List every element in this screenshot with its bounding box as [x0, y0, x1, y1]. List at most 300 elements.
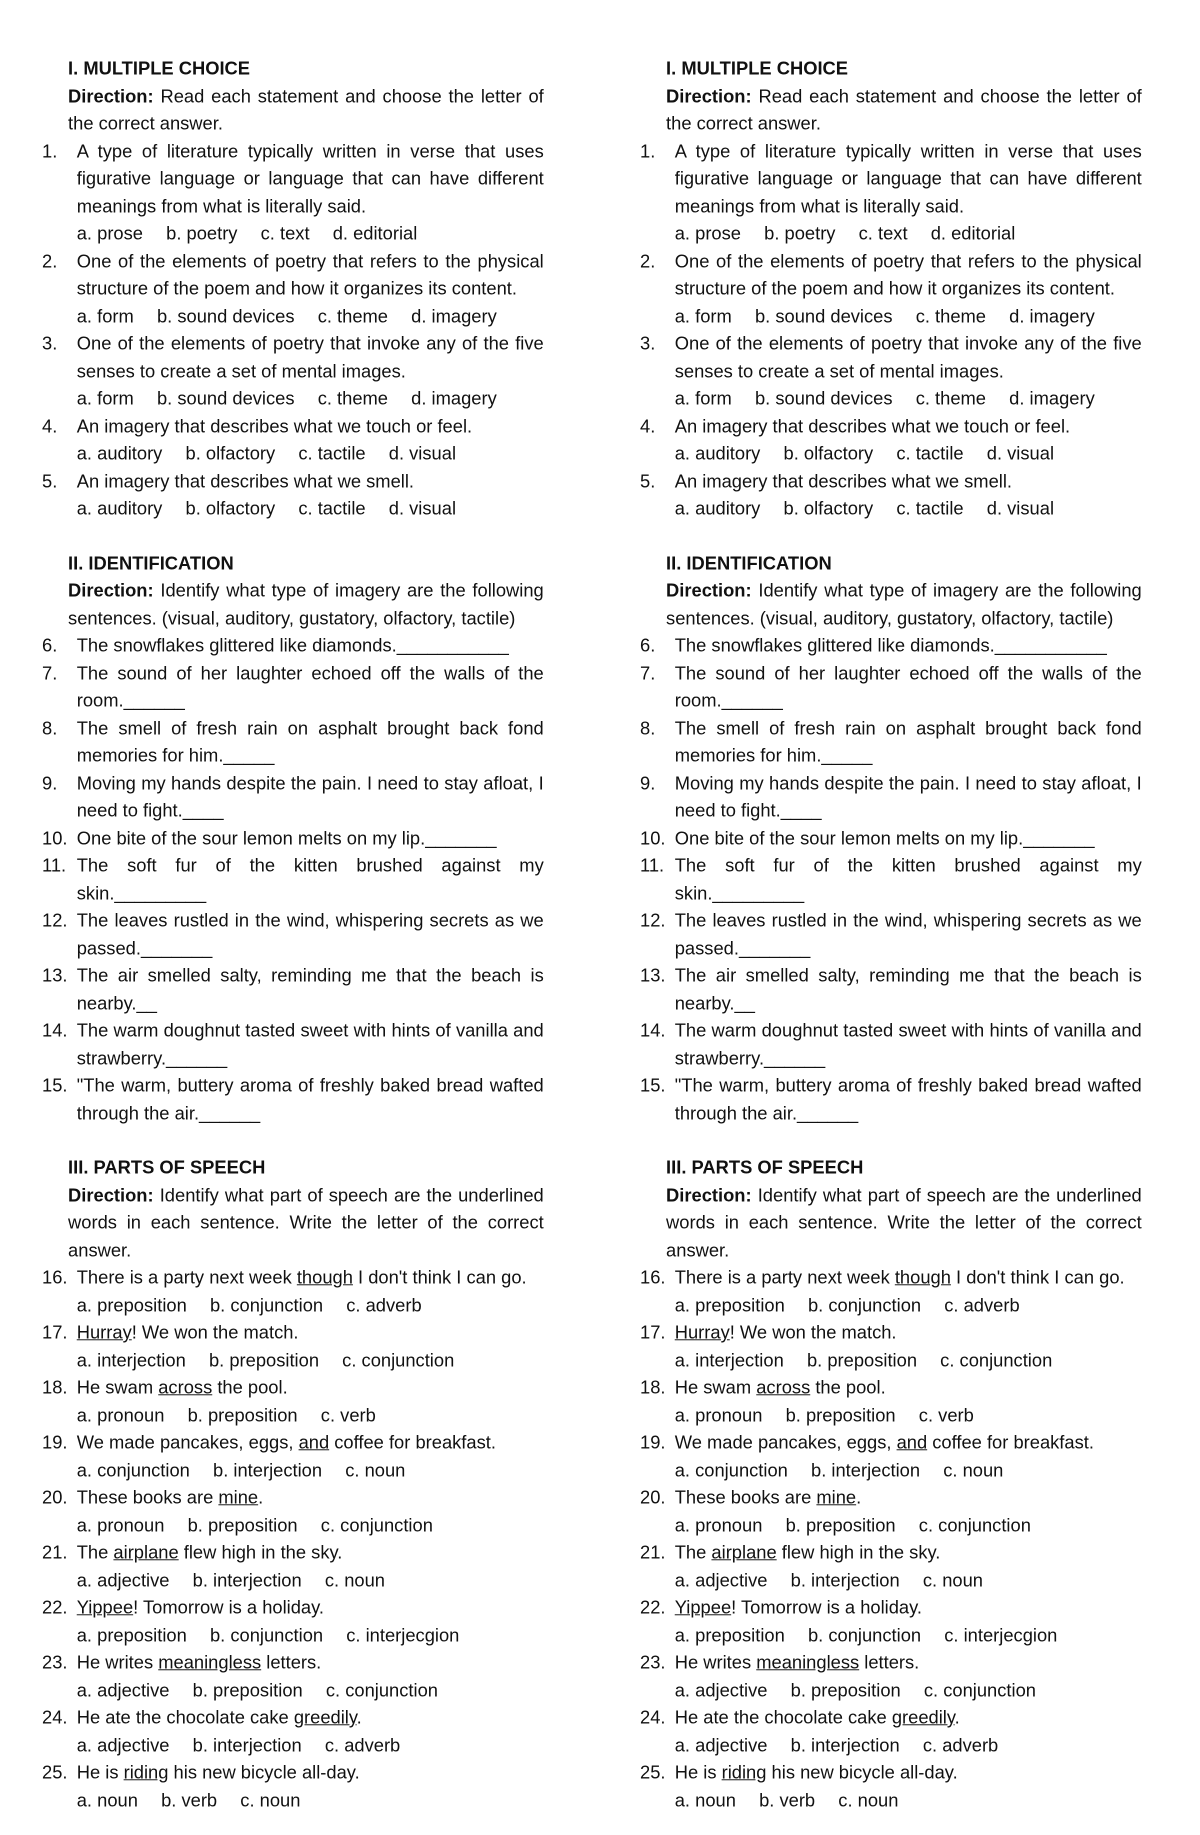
direction-text: Identify what part of speech are the underlined words in each sentence. Write the letter of the correct answer.: [666, 1185, 1142, 1261]
question-text: One of the elements of poetry that invoke any of the five senses to create a set of mental images.: [674, 333, 1142, 382]
answer-options: [675, 496, 1142, 523]
question-post: coffee for breakfast.: [329, 1432, 496, 1454]
question-item: [640, 138, 1142, 220]
question-post: ! Tomorrow is a holiday.: [133, 1597, 325, 1619]
question-number: 6.: [640, 635, 656, 657]
question-text: Moving my hands despite the pain. I need to stay afloat, I need to fight.____: [674, 773, 1142, 822]
question-number: 16.: [42, 1267, 68, 1289]
question-text: The leaves rustled in the wind, whispering secrets as we passed._______: [674, 910, 1142, 959]
question-number: 20.: [42, 1487, 68, 1509]
question-number: 17.: [42, 1322, 68, 1344]
answer-option: c. theme: [915, 388, 987, 410]
answer-option: a. adjective: [674, 1570, 768, 1591]
answer-options: [675, 1348, 1142, 1375]
answer-option: c. text: [260, 223, 310, 245]
answer-options: [77, 1403, 544, 1430]
question-post: the pool.: [810, 1377, 886, 1399]
question-number: 24.: [640, 1707, 666, 1729]
answer-option: a. pronoun: [674, 1515, 763, 1536]
question-item: [640, 771, 1142, 826]
answer-option: b. interjection: [790, 1735, 900, 1756]
answer-option: c. tactile: [298, 498, 366, 520]
answer-option: d. imagery: [1009, 388, 1095, 410]
answer-option: b. preposition: [187, 1515, 298, 1536]
section-title: III. PARTS OF SPEECH: [666, 1157, 864, 1179]
question-number: 23.: [42, 1652, 68, 1674]
answer-option: d. editorial: [930, 223, 1016, 245]
question-post: ! Tomorrow is a holiday.: [731, 1597, 923, 1619]
question-item: [640, 1540, 1142, 1567]
answer-option: a. adjective: [76, 1680, 170, 1701]
question-post: I don't think I can go.: [950, 1267, 1125, 1289]
question-number: 22.: [640, 1597, 666, 1619]
question-item: [640, 1485, 1142, 1512]
answer-options: [675, 1678, 1142, 1705]
question-post: flew high in the sky.: [178, 1542, 343, 1564]
question-item: [640, 661, 1142, 716]
question-post: letters.: [261, 1652, 322, 1674]
question-item: [640, 1705, 1142, 1732]
answer-option: b. preposition: [208, 1350, 320, 1371]
question-text: The sound of her laughter echoed off the walls of the room.______: [674, 663, 1142, 712]
question-item: [640, 826, 1142, 853]
question-number: 17.: [640, 1322, 666, 1344]
answer-options: [77, 1348, 544, 1375]
question-item: [640, 1375, 1142, 1402]
answer-option: b. preposition: [785, 1405, 896, 1426]
answer-option: b. verb: [161, 1790, 218, 1811]
answer-option: a. preposition: [674, 1295, 785, 1316]
question-text: One bite of the sour lemon melts on my lip._______: [76, 828, 497, 849]
question-pre: He ate the chocolate cake: [76, 1707, 294, 1729]
question-item: [42, 1018, 544, 1073]
answer-option: b. poetry: [166, 223, 238, 245]
question-post: .: [856, 1487, 862, 1509]
section-title: II. IDENTIFICATION: [68, 553, 234, 574]
answer-options: [77, 441, 544, 468]
answer-option: b. poetry: [764, 223, 836, 245]
question-number: 14.: [640, 1020, 666, 1042]
underlined-word: Yippee: [674, 1597, 732, 1619]
underlined-word: across: [158, 1377, 213, 1399]
question-number: 20.: [640, 1487, 666, 1509]
question-item: [42, 1595, 544, 1622]
question-item: [640, 908, 1142, 963]
answer-option: c. verb: [320, 1405, 376, 1426]
answer-option: b. sound devices: [754, 306, 893, 327]
question-pre: There is a party next week: [674, 1267, 895, 1289]
answer-options: [77, 303, 544, 330]
answer-option: b. sound devices: [156, 306, 295, 327]
answer-option: c. adverb: [944, 1295, 1020, 1316]
direction-label: Direction:: [666, 86, 752, 107]
question-item: [42, 1540, 544, 1567]
question-item: [42, 1320, 544, 1347]
section-gap: [640, 523, 1142, 550]
direction: [68, 83, 544, 138]
question-item: [640, 716, 1142, 771]
answer-option: a. adjective: [76, 1570, 170, 1591]
answer-option: d. imagery: [411, 306, 497, 327]
answer-options: [675, 221, 1142, 248]
answer-option: a. noun: [674, 1790, 736, 1811]
answer-option: d. imagery: [1009, 306, 1095, 327]
answer-option: b. conjunction: [807, 1625, 922, 1646]
answer-option: b. interjection: [192, 1735, 302, 1756]
answer-option: c. conjunction: [940, 1350, 1053, 1371]
question-number: 10.: [640, 828, 666, 849]
answer-options: [675, 1733, 1142, 1760]
question-item: [42, 1430, 544, 1457]
answer-option: a. adjective: [674, 1735, 768, 1756]
direction-label: Direction:: [666, 580, 752, 602]
answer-options: [77, 1733, 544, 1760]
question-text: The air smelled salty, reminding me that the beach is nearby.__: [76, 965, 544, 1014]
question-pre: These books are: [76, 1487, 219, 1509]
question-number: 21.: [640, 1542, 666, 1564]
question-text: The soft fur of the kitten brushed against my skin._________: [76, 855, 544, 904]
left-copy: [42, 56, 544, 1815]
question-pre: He writes: [76, 1652, 159, 1674]
question-number: 13.: [640, 965, 666, 987]
question-number: 10.: [42, 828, 68, 849]
question-pre: There is a party next week: [76, 1267, 297, 1289]
underlined-word: greedily: [293, 1707, 357, 1729]
section-gap: [640, 1128, 1142, 1155]
answer-options: [77, 1513, 544, 1540]
question-number: 15.: [640, 1075, 666, 1097]
answer-option: a. interjection: [76, 1350, 186, 1371]
question-text: [675, 1430, 1142, 1457]
question-post: his new bicycle all-day.: [168, 1762, 360, 1784]
question-number: 25.: [640, 1762, 666, 1784]
question-number: 11.: [640, 855, 665, 877]
direction: [68, 578, 544, 633]
question-text: [77, 1375, 544, 1402]
question-number: 9.: [640, 773, 656, 794]
answer-option: c. theme: [915, 306, 987, 327]
question-number: 12.: [42, 910, 68, 932]
question-number: 11.: [42, 855, 67, 877]
question-item: [640, 1430, 1142, 1457]
question-text: [675, 1705, 1142, 1732]
question-text: [77, 1320, 544, 1347]
question-item: [640, 633, 1142, 660]
question-text: One of the elements of poetry that refers to the physical structure of the poem and how it organizes its content.: [76, 251, 544, 300]
question-pre: We made pancakes, eggs,: [76, 1432, 299, 1454]
question-item: [640, 1018, 1142, 1073]
question-text: An imagery that describes what we touch or feel.: [76, 416, 473, 437]
underlined-word: Hurray: [674, 1322, 730, 1344]
question-number: 16.: [640, 1267, 666, 1289]
question-text: "The warm, buttery aroma of freshly baked bread wafted through the air.______: [674, 1075, 1142, 1124]
question-text: [675, 1650, 1142, 1677]
answer-option: a. form: [674, 388, 732, 410]
question-post: ! We won the match.: [729, 1322, 897, 1344]
answer-option: a. auditory: [76, 498, 163, 520]
answer-option: c. text: [858, 223, 908, 245]
question-text: [77, 1760, 544, 1787]
question-post: .: [356, 1707, 362, 1729]
question-number: 5.: [42, 471, 58, 492]
answer-option: d. visual: [986, 443, 1055, 465]
answer-option: a. conjunction: [674, 1460, 788, 1481]
answer-options: [77, 1458, 544, 1485]
question-number: 24.: [42, 1707, 68, 1729]
answer-option: b. preposition: [192, 1680, 303, 1701]
underlined-word: airplane: [113, 1542, 179, 1564]
question-item: [42, 963, 544, 1018]
question-text: [675, 1265, 1142, 1292]
answer-option: a. form: [76, 388, 134, 410]
answer-option: d. editorial: [332, 223, 418, 245]
underlined-word: Yippee: [76, 1597, 134, 1619]
right-copy: [640, 56, 1142, 1815]
answer-option: c. conjunction: [923, 1680, 1036, 1701]
question-text: [77, 1430, 544, 1457]
answer-option: a. form: [76, 306, 134, 327]
question-number: 4.: [640, 416, 656, 437]
question-post: I don't think I can go.: [352, 1267, 527, 1289]
answer-options: [77, 1568, 544, 1595]
answer-options: [675, 1458, 1142, 1485]
answer-option: a. prose: [674, 223, 741, 245]
answer-option: b. interjection: [213, 1460, 323, 1481]
question-number: 19.: [640, 1432, 666, 1454]
question-item: [42, 248, 544, 303]
answer-option: a. adjective: [76, 1735, 170, 1756]
answer-options: [675, 303, 1142, 330]
answer-option: b. verb: [759, 1790, 816, 1811]
question-post: .: [258, 1487, 264, 1509]
answer-option: a. preposition: [674, 1625, 785, 1646]
answer-option: b. olfactory: [783, 498, 874, 520]
answer-option: a. adjective: [674, 1680, 768, 1701]
section-title: I. MULTIPLE CHOICE: [666, 58, 849, 80]
question-text: The soft fur of the kitten brushed against my skin._________: [674, 855, 1142, 904]
question-post: his new bicycle all-day.: [766, 1762, 958, 1784]
direction-text: Identify what type of imagery are the following sentences. (visual, auditory, gustatory, olfactory, tactile): [666, 580, 1142, 629]
answer-options: [77, 1788, 544, 1815]
question-text: The leaves rustled in the wind, whispering secrets as we passed._______: [76, 910, 544, 959]
question-number: 13.: [42, 965, 68, 987]
answer-option: a. noun: [76, 1790, 138, 1811]
answer-option: c. conjunction: [342, 1350, 455, 1371]
question-post: the pool.: [212, 1377, 288, 1399]
answer-options: [675, 1623, 1142, 1650]
underlined-word: meaningless: [756, 1652, 860, 1674]
answer-option: c. noun: [345, 1460, 406, 1481]
question-pre: The: [76, 1542, 114, 1564]
direction-text: Read each statement and choose the letter of the correct answer.: [666, 86, 1142, 135]
answer-option: b. interjection: [790, 1570, 900, 1591]
question-number: 21.: [42, 1542, 68, 1564]
question-number: 23.: [640, 1652, 666, 1674]
question-text: [675, 1540, 1142, 1567]
answer-option: a. conjunction: [76, 1460, 190, 1481]
question-text: [77, 1705, 544, 1732]
answer-options: [675, 1568, 1142, 1595]
question-item: [42, 138, 544, 220]
question-text: [77, 1650, 544, 1677]
answer-option: b. preposition: [785, 1515, 896, 1536]
question-item: [640, 248, 1142, 303]
question-text: Moving my hands despite the pain. I need to stay afloat, I need to fight.____: [76, 773, 544, 822]
question-text: A type of literature typically written in verse that uses figurative language or language that can have different meanings from what is literally said.: [76, 141, 544, 217]
answer-option: c. noun: [922, 1570, 983, 1591]
answer-option: c. noun: [943, 1460, 1004, 1481]
question-item: [42, 1705, 544, 1732]
question-pre: He swam: [76, 1377, 159, 1399]
answer-option: a. pronoun: [674, 1405, 763, 1426]
answer-option: a. preposition: [76, 1625, 187, 1646]
question-number: 7.: [42, 663, 58, 684]
question-item: [42, 468, 544, 495]
question-post: ! We won the match.: [131, 1322, 299, 1344]
answer-option: c. adverb: [346, 1295, 422, 1316]
question-pre: We made pancakes, eggs,: [674, 1432, 897, 1454]
section-title: II. IDENTIFICATION: [666, 553, 832, 574]
underlined-word: Hurray: [76, 1322, 132, 1344]
question-text: The snowflakes glittered like diamonds.___________: [76, 635, 509, 657]
question-text: [77, 1265, 544, 1292]
answer-option: c. tactile: [298, 443, 366, 465]
question-text: An imagery that describes what we smell.: [674, 471, 1013, 492]
answer-option: a. auditory: [674, 443, 761, 465]
question-item: [42, 661, 544, 716]
answer-options: [77, 386, 544, 413]
question-number: 4.: [42, 416, 58, 437]
question-item: [42, 1650, 544, 1677]
answer-option: b. preposition: [187, 1405, 298, 1426]
question-number: 1.: [640, 141, 656, 162]
question-text: One of the elements of poetry that invoke any of the five senses to create a set of mental images.: [76, 333, 544, 382]
question-text: An imagery that describes what we touch or feel.: [674, 416, 1071, 437]
answer-option: c. tactile: [896, 443, 964, 465]
question-pre: These books are: [674, 1487, 817, 1509]
question-text: [77, 1540, 544, 1567]
answer-options: [675, 386, 1142, 413]
underlined-word: riding: [721, 1762, 767, 1784]
answer-option: b. sound devices: [754, 388, 893, 410]
answer-option: b. conjunction: [807, 1295, 922, 1316]
answer-option: b. olfactory: [185, 443, 276, 465]
question-item: [42, 826, 544, 853]
question-text: [675, 1375, 1142, 1402]
answer-option: d. visual: [388, 443, 457, 465]
question-text: The smell of fresh rain on asphalt brought back fond memories for him._____: [76, 718, 544, 767]
answer-options: [675, 1513, 1142, 1540]
section-title: III. PARTS OF SPEECH: [68, 1157, 266, 1179]
answer-option: c. theme: [317, 306, 389, 327]
answer-option: c. theme: [317, 388, 389, 410]
direction-label: Direction:: [68, 580, 154, 602]
question-number: 7.: [640, 663, 656, 684]
direction: [666, 1183, 1142, 1265]
answer-option: c. adverb: [324, 1735, 401, 1756]
answer-option: b. conjunction: [209, 1625, 324, 1646]
answer-option: a. auditory: [76, 443, 163, 465]
question-item: [640, 1265, 1142, 1292]
question-number: 19.: [42, 1432, 68, 1454]
question-text: [77, 1595, 544, 1622]
underlined-word: greedily: [891, 1707, 955, 1729]
question-text: "The warm, buttery aroma of freshly baked bread wafted through the air.______: [76, 1075, 544, 1124]
question-number: 8.: [42, 718, 58, 739]
question-item: [42, 1760, 544, 1787]
question-item: [42, 853, 544, 908]
question-post: coffee for breakfast.: [927, 1432, 1094, 1454]
answer-option: a. interjection: [674, 1350, 784, 1371]
direction: [666, 578, 1142, 633]
answer-option: d. visual: [388, 498, 457, 520]
question-text: [675, 1760, 1142, 1787]
answer-option: a. pronoun: [76, 1405, 165, 1426]
question-number: 5.: [640, 471, 656, 492]
question-item: [42, 771, 544, 826]
question-number: 1.: [42, 141, 58, 162]
direction: [666, 83, 1142, 138]
underlined-word: meaningless: [158, 1652, 262, 1674]
underlined-word: mine: [816, 1487, 857, 1509]
question-text: One bite of the sour lemon melts on my lip._______: [674, 828, 1095, 849]
direction-label: Direction:: [68, 86, 154, 107]
answer-options: [675, 1293, 1142, 1320]
question-text: [675, 1320, 1142, 1347]
underlined-word: though: [894, 1267, 951, 1289]
answer-option: a. form: [674, 306, 732, 327]
underlined-word: airplane: [711, 1542, 777, 1564]
question-text: One of the elements of poetry that refers to the physical structure of the poem and how it organizes its content.: [674, 251, 1142, 300]
answer-options: [675, 1403, 1142, 1430]
answer-option: b. sound devices: [156, 388, 295, 410]
question-text: The warm doughnut tasted sweet with hints of vanilla and strawberry.______: [76, 1020, 544, 1069]
question-number: 18.: [42, 1377, 68, 1399]
answer-option: c. noun: [838, 1790, 899, 1811]
answer-option: a. prose: [76, 223, 143, 245]
answer-option: b. olfactory: [783, 443, 874, 465]
answer-option: c. interjecgion: [944, 1625, 1058, 1646]
question-item: [42, 331, 544, 386]
answer-options: [77, 221, 544, 248]
answer-options: [77, 496, 544, 523]
answer-option: b. preposition: [790, 1680, 901, 1701]
answer-option: d. imagery: [411, 388, 497, 410]
answer-options: [77, 1623, 544, 1650]
question-item: [42, 716, 544, 771]
question-item: [42, 633, 544, 660]
answer-option: c. tactile: [896, 498, 964, 520]
question-number: 12.: [640, 910, 666, 932]
answer-option: c. noun: [240, 1790, 301, 1811]
question-pre: He is: [674, 1762, 722, 1784]
question-item: [640, 1760, 1142, 1787]
question-item: [42, 1073, 544, 1128]
question-number: 15.: [42, 1075, 68, 1097]
answer-option: c. conjunction: [918, 1515, 1031, 1536]
answer-option: c. conjunction: [325, 1680, 438, 1701]
question-item: [42, 1375, 544, 1402]
question-number: 25.: [42, 1762, 68, 1784]
answer-option: b. olfactory: [185, 498, 276, 520]
question-item: [640, 963, 1142, 1018]
question-number: 18.: [640, 1377, 666, 1399]
question-text: [675, 1485, 1142, 1512]
question-text: The sound of her laughter echoed off the walls of the room.______: [76, 663, 544, 712]
question-number: 3.: [640, 333, 656, 355]
answer-option: c. interjecgion: [346, 1625, 460, 1646]
question-item: [42, 1265, 544, 1292]
